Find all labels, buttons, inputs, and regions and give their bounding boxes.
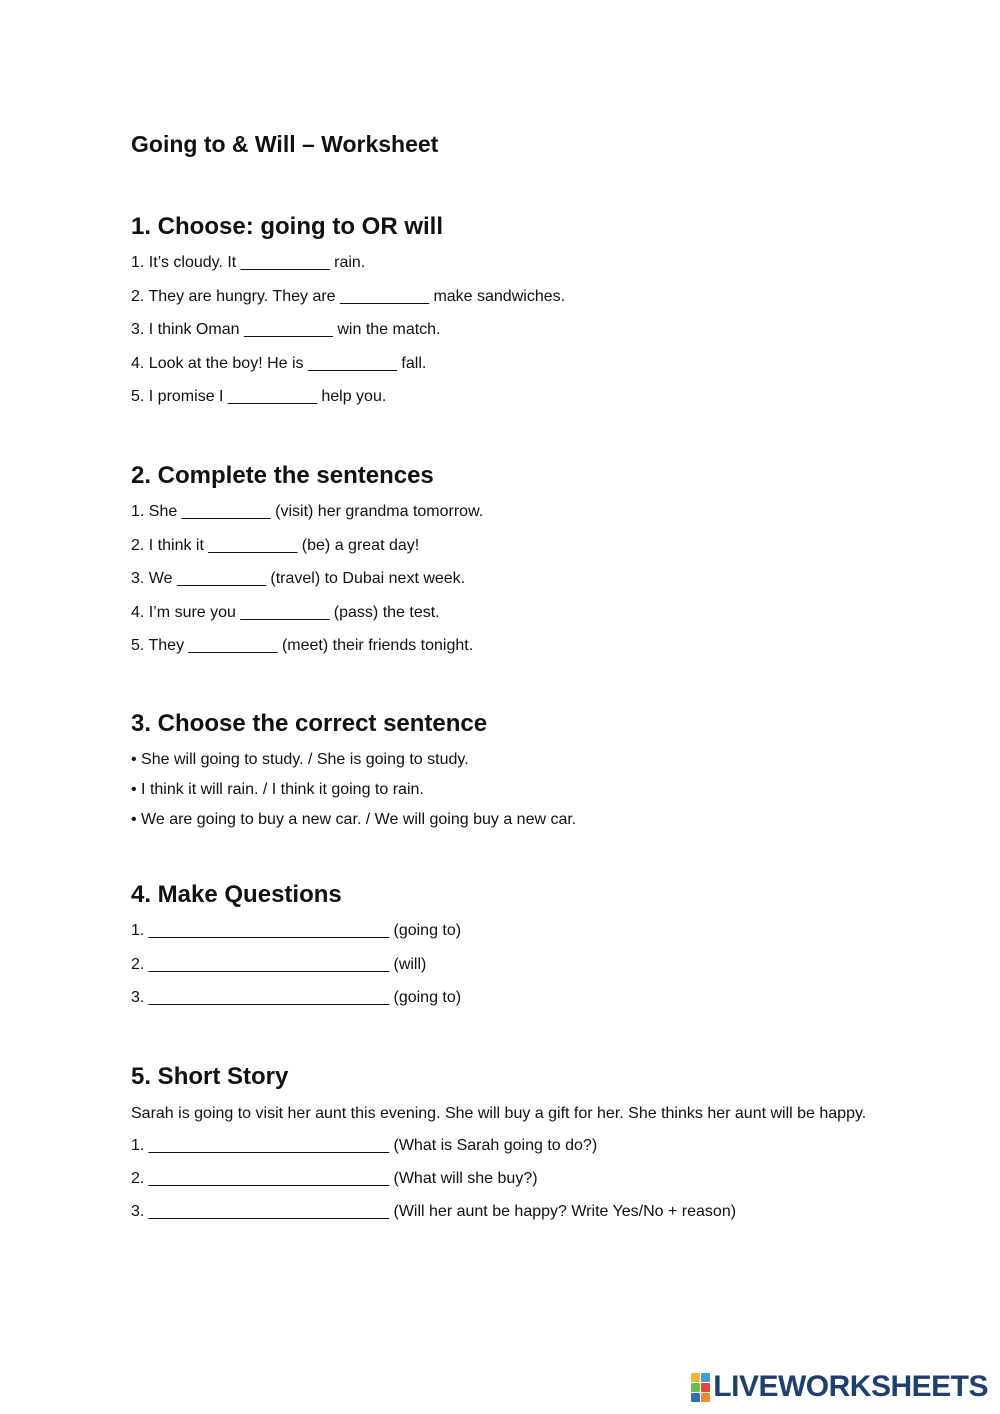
- section-make-questions: [131, 880, 871, 1008]
- page-title: Going to & Will – Worksheet: [131, 131, 439, 157]
- section-heading: 4. Make Questions: [131, 881, 342, 908]
- logo-square: [701, 1393, 710, 1402]
- logo-square: [701, 1373, 710, 1382]
- section-heading: 1. Choose: going to OR will: [131, 213, 443, 240]
- exercise-item: 3. We __________ (travel) to Dubai next week.: [131, 570, 466, 587]
- exercise-item: 3. ___________________________ (going to): [131, 989, 462, 1006]
- logo-text: LIVEWORKSHEETS: [713, 1370, 988, 1403]
- exercise-item: 4. Look at the boy! He is __________ fall.: [131, 354, 427, 372]
- section-complete-sentences: [131, 461, 871, 656]
- exercise-item: 2. ___________________________ (What will she buy?): [131, 1170, 538, 1187]
- exercise-item: 3. ___________________________ (Will her aunt be happy? Write Yes/No + reason): [131, 1203, 737, 1220]
- section-heading: 3. Choose the correct sentence: [131, 710, 488, 737]
- exercise-item: 2. I think it __________ (be) a great day!: [131, 536, 420, 554]
- exercise-item: • She will going to study. / She is going to study.: [131, 751, 469, 768]
- exercise-item: 4. I’m sure you __________ (pass) the test.: [131, 603, 440, 621]
- exercise-item: 5. They __________ (meet) their friends tonight.: [131, 637, 474, 654]
- exercise-item: 5. I promise I __________ help you.: [131, 388, 387, 405]
- logo-icon: [691, 1373, 710, 1402]
- exercise-item: 3. I think Oman __________ win the match.: [131, 321, 441, 338]
- logo-square: [701, 1383, 710, 1392]
- exercise-item: • We are going to buy a new car. / We will going buy a new car.: [131, 811, 577, 828]
- exercise-item: 1. It’s cloudy. It __________ rain.: [131, 254, 366, 271]
- section-heading: 2. Complete the sentences: [131, 462, 434, 489]
- exercise-item: 1. ___________________________ (What is Sarah going to do?): [131, 1137, 598, 1154]
- exercise-item: 1. She __________ (visit) her grandma tomorrow.: [131, 503, 484, 520]
- liveworksheets-logo: [691, 1370, 988, 1404]
- section-heading: 5. Short Story: [131, 1063, 289, 1090]
- section-going-to-or-will: [131, 212, 871, 407]
- exercise-item: • I think it will rain. / I think it going to rain.: [131, 781, 424, 798]
- logo-square: [691, 1383, 700, 1392]
- logo-square: [691, 1393, 700, 1402]
- logo-square: [691, 1373, 700, 1382]
- section-correct-sentence: [131, 709, 871, 830]
- exercise-item: 2. ___________________________ (will): [131, 955, 427, 973]
- exercise-item: 2. They are hungry. They are __________ make sandwiches.: [131, 287, 566, 305]
- story-paragraph: Sarah is going to visit her aunt this evening. She will buy a gift for her. She thinks her aunt will be happy.: [131, 1105, 867, 1122]
- section-short-story: [131, 1062, 871, 1222]
- exercise-item: 1. ___________________________ (going to): [131, 922, 462, 939]
